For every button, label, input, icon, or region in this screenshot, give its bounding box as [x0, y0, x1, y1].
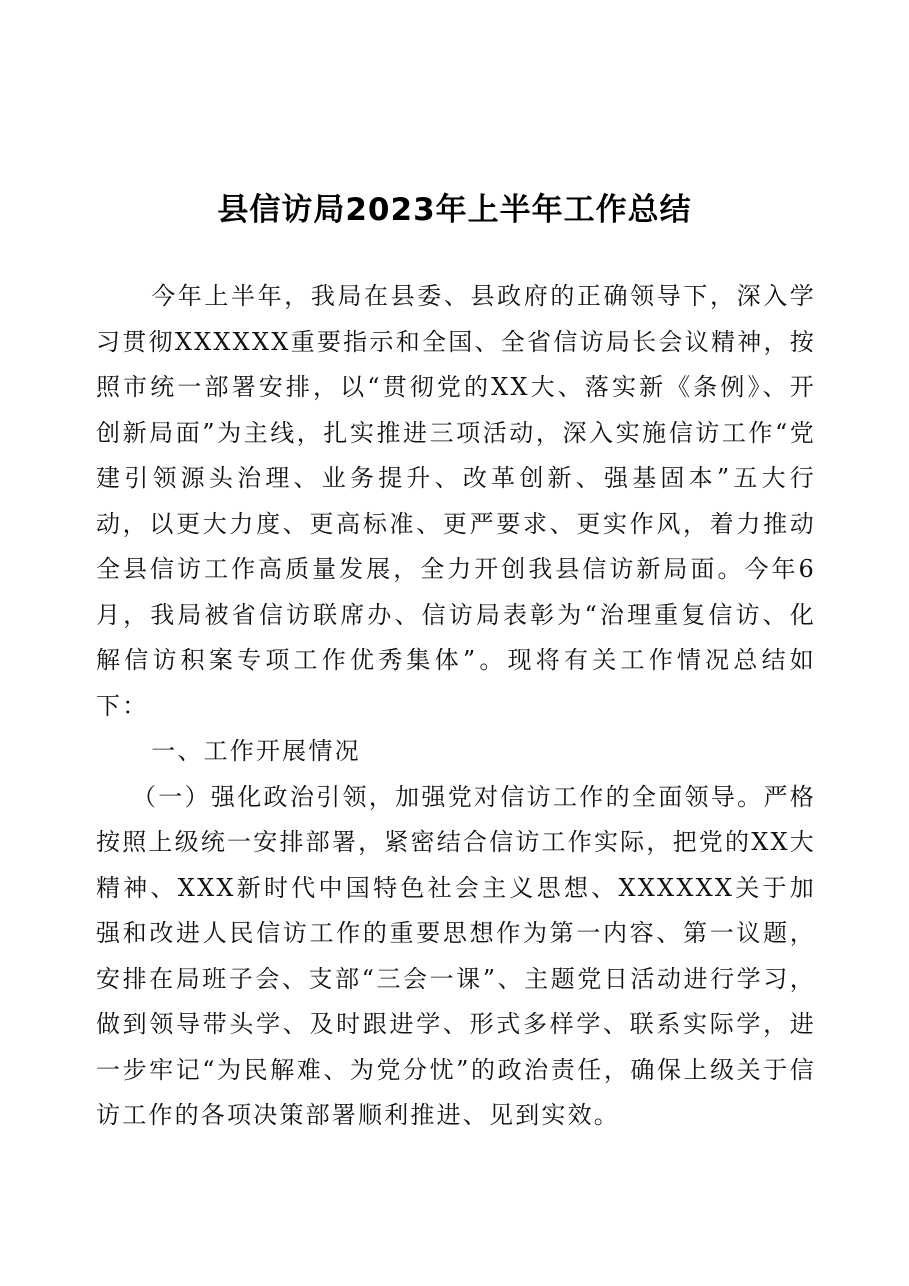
intro-paragraph: 今年上半年，我局在县委、县政府的正确领导下，深入学习贯彻XXXXXX重要指示和全国、全省信访局长会议精神，按照市统一部署安排，以“贯彻党的XX大、落实新《条例》、开创新局面”为主线，扎实推进三项活动，深入实施信访工作“党建引领源头治理、业务提升、改革创新、强基固本”五大行动，以更大力度、更高标准、更严要求、更实作风，着力推动全县信访工作高质量发展，全力开创我县信访新局面。今年6月，我局被省信访联席办、信访局表彰为“治理重复信访、化解信访积案专项工作优秀集体”。现将有关工作情况总结如下：: [96, 282, 816, 720]
document-title: 县信访局2023年上半年工作总结: [217, 192, 692, 228]
section-heading: 一、工作开展情况: [151, 737, 361, 765]
document-body: [96, 274, 816, 1139]
section-paragraph: （一）强化政治引领，加强党对信访工作的全面领导。严格按照上级统一安排部署，紧密结合信访工作实际，把党的XX大精神、XXX新时代中国特色社会主义思想、XXXXXX关于加强和改进人民信访工作的重要思想作为第一内容、第一议题，安排在局班子会、支部“三会一课”、主题党日活动进行学习，做到领导带头学、及时跟进学、形式多样学、联系实际学，进一步牢记“为民解难、为党分忧”的政治责任，确保上级关于信访工作的各项决策部署顺利推进、见到实效。: [96, 782, 816, 1129]
